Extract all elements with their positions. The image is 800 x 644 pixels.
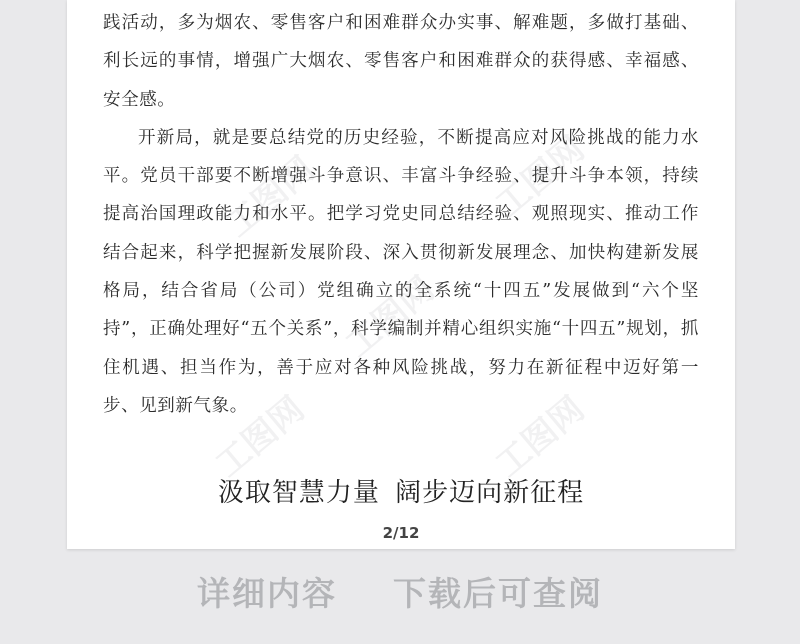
watermark: 工图网 [488, 129, 593, 226]
watermark: 工图网 [338, 269, 443, 366]
section-title: 汲取智慧力量 阔步迈向新征程 [217, 478, 585, 508]
watermark: 工图网 [208, 389, 313, 486]
paragraph: 践活动，多为烟农、零售客户和困难群众办实事、解难题，多做打基础、利长远的事情，增强广大烟农、零售客户和困难群众的获得感、幸福感、安全感。 [103, 13, 699, 110]
watermark: 工图网 [218, 149, 323, 246]
page-indicator: 2/12 [382, 524, 420, 542]
action-bar [0, 568, 800, 615]
body-text [103, 4, 699, 425]
paragraph: 开新局，就是要总结党的历史经验，不断提高应对风险挑战的能力水平。党员干部要不断增强斗争意识、丰富斗争经验、提升斗争本领，持续提高治国理政能力和水平。把学习党史同总结经验、观照现实、推动工作结合起来，科学把握新发展阶段、深入贯彻新发展理念、加快构建新发展格局，结合省局（公司）党组确立的全系统“十四五”发展做到“六个坚持”，正确处理好“五个关系”，科学编制并精心组织实施“十四五”规划，抓住机遇、担当作为，善于应对各种风险挑战，努力在新征程中迈好第一步、见到新气象。 [103, 127, 699, 416]
document-page [67, 0, 735, 549]
details-button[interactable]: 详细内容 [197, 574, 337, 613]
watermark: 工图网 [488, 389, 593, 486]
download-button[interactable]: 下载后可查阅 [393, 574, 603, 613]
